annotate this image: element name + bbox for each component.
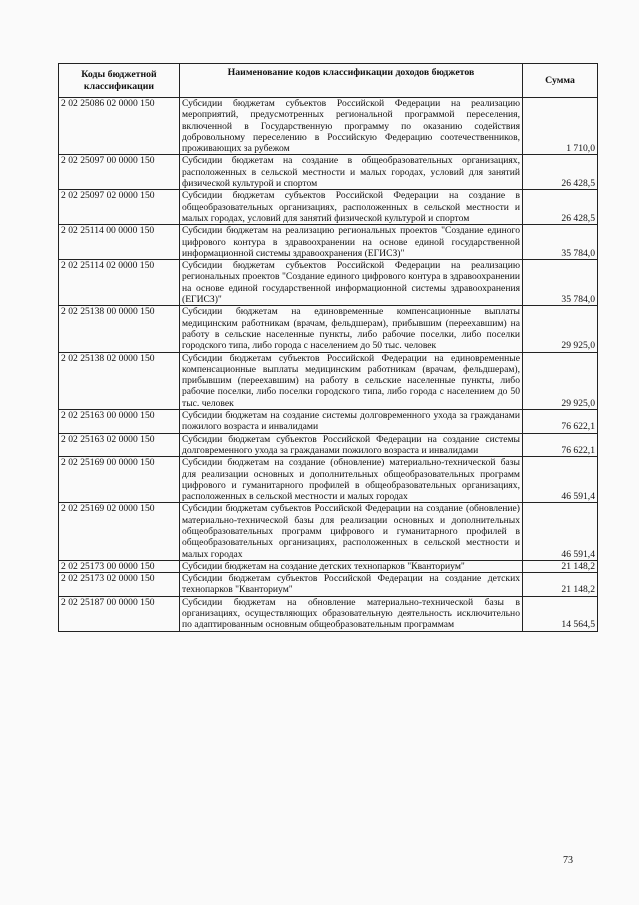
row-name: Субсидии бюджетам на обновление материально-технической базы в организациях, осуществляющих образовательную деятельность исключительно по адаптированным основным общеобразовательным программам <box>180 596 523 631</box>
row-code: 2 02 25173 02 0000 150 <box>59 573 180 597</box>
row-sum: 35 784,0 <box>523 225 598 260</box>
header-code: Коды бюджетной классификации <box>59 64 180 98</box>
row-code: 2 02 25169 02 0000 150 <box>59 503 180 560</box>
table-row <box>59 560 598 572</box>
row-name: Субсидии бюджетам на создание системы долговременного ухода за гражданами пожилого возраста и инвалидами <box>180 410 523 434</box>
table-row <box>59 433 598 457</box>
table-row <box>59 306 598 352</box>
table-row <box>59 457 598 503</box>
page-number: 73 <box>563 855 573 866</box>
header-name: Наименование кодов классификации доходов бюджетов <box>180 64 523 98</box>
row-code: 2 02 25187 00 0000 150 <box>59 596 180 631</box>
row-sum: 26 428,5 <box>523 155 598 190</box>
table-row <box>59 98 598 155</box>
row-code: 2 02 25086 02 0000 150 <box>59 98 180 155</box>
row-sum: 26 428,5 <box>523 190 598 225</box>
table-row <box>59 260 598 306</box>
header-sum: Сумма <box>523 64 598 98</box>
row-name: Субсидии бюджетам субъектов Российской Федерации на реализацию региональных проектов "Создание единого цифрового контура в здравоохранении на основе единой государственной информационной системы здравоохранения (ЕГИСЗ)" <box>180 260 523 306</box>
row-code: 2 02 25097 02 0000 150 <box>59 190 180 225</box>
row-name: Субсидии бюджетам на создание (обновление) материально-технической базы для реализации основных и дополнительных общеобразовательных программ цифрового и гуманитарного профилей в общеобразовательных организациях, расположенных в сельской местности и малых городах <box>180 457 523 503</box>
row-sum: 76 622,1 <box>523 410 598 434</box>
row-code: 2 02 25163 00 0000 150 <box>59 410 180 434</box>
row-sum: 29 925,0 <box>523 352 598 409</box>
table-row <box>59 503 598 560</box>
row-sum: 46 591,4 <box>523 457 598 503</box>
row-code: 2 02 25169 00 0000 150 <box>59 457 180 503</box>
row-sum: 14 564,5 <box>523 596 598 631</box>
table-row <box>59 155 598 190</box>
row-sum: 46 591,4 <box>523 503 598 560</box>
row-sum: 29 925,0 <box>523 306 598 352</box>
row-sum: 21 148,2 <box>523 573 598 597</box>
row-code: 2 02 25138 02 0000 150 <box>59 352 180 409</box>
row-name: Субсидии бюджетам субъектов Российской Федерации на реализацию мероприятий, предусмотренных региональной программой переселения, включенной в Государственную программу по оказанию содействия добровольному переселению в Российскую Федерацию соотечественников, проживающих за рубежом <box>180 98 523 155</box>
row-sum: 1 710,0 <box>523 98 598 155</box>
table-row <box>59 410 598 434</box>
budget-codes-table <box>58 63 598 632</box>
row-code: 2 02 25163 02 0000 150 <box>59 433 180 457</box>
row-name: Субсидии бюджетам субъектов Российской Федерации на создание системы долговременного ухода за гражданами пожилого возраста и инвалидами <box>180 433 523 457</box>
table-row <box>59 352 598 409</box>
row-code: 2 02 25138 00 0000 150 <box>59 306 180 352</box>
row-code: 2 02 25114 02 0000 150 <box>59 260 180 306</box>
row-name: Субсидии бюджетам на реализацию региональных проектов "Создание единого цифрового контура в здравоохранении на основе единой государственной информационной системы здравоохранения (ЕГИСЗ)" <box>180 225 523 260</box>
row-sum: 35 784,0 <box>523 260 598 306</box>
row-name: Субсидии бюджетам субъектов Российской Федерации на создание детских технопарков "Кванториум" <box>180 573 523 597</box>
table-row <box>59 190 598 225</box>
row-name: Субсидии бюджетам субъектов Российской Федерации на единовременные компенсационные выплаты медицинским работникам (врачам, фельдшерам), прибывшим (переехавшим) на работу в сельские населенные пункты, либо рабочие поселки, либо поселки городского типа, либо города с населением до 50 тыс. человек <box>180 352 523 409</box>
row-code: 2 02 25114 00 0000 150 <box>59 225 180 260</box>
table-row <box>59 573 598 597</box>
row-sum: 21 148,2 <box>523 560 598 572</box>
table-header-row <box>59 64 598 98</box>
row-name: Субсидии бюджетам на единовременные компенсационные выплаты медицинским работникам (врачам, фельдшерам), прибывшим (переехавшим) на работу в сельские населенные пункты, либо рабочие поселки, либо поселки городского типа, либо города с населением до 50 тыс. человек <box>180 306 523 352</box>
row-name: Субсидии бюджетам на создание детских технопарков "Кванториум" <box>180 560 523 572</box>
row-code: 2 02 25173 00 0000 150 <box>59 560 180 572</box>
table-row <box>59 596 598 631</box>
row-sum: 76 622,1 <box>523 433 598 457</box>
row-code: 2 02 25097 00 0000 150 <box>59 155 180 190</box>
row-name: Субсидии бюджетам субъектов Российской Федерации на создание в общеобразовательных организациях, расположенных в сельской местности и малых городах, условий для занятий физической культурой и спортом <box>180 190 523 225</box>
row-name: Субсидии бюджетам на создание в общеобразовательных организациях, расположенных в сельской местности и малых городах, условий для занятий физической культурой и спортом <box>180 155 523 190</box>
table-row <box>59 225 598 260</box>
row-name: Субсидии бюджетам субъектов Российской Федерации на создание (обновление) материально-технической базы для реализации основных и дополнительных общеобразовательных программ цифрового и гуманитарного профилей в общеобразовательных организациях, расположенных в сельской местности и малых городах <box>180 503 523 560</box>
